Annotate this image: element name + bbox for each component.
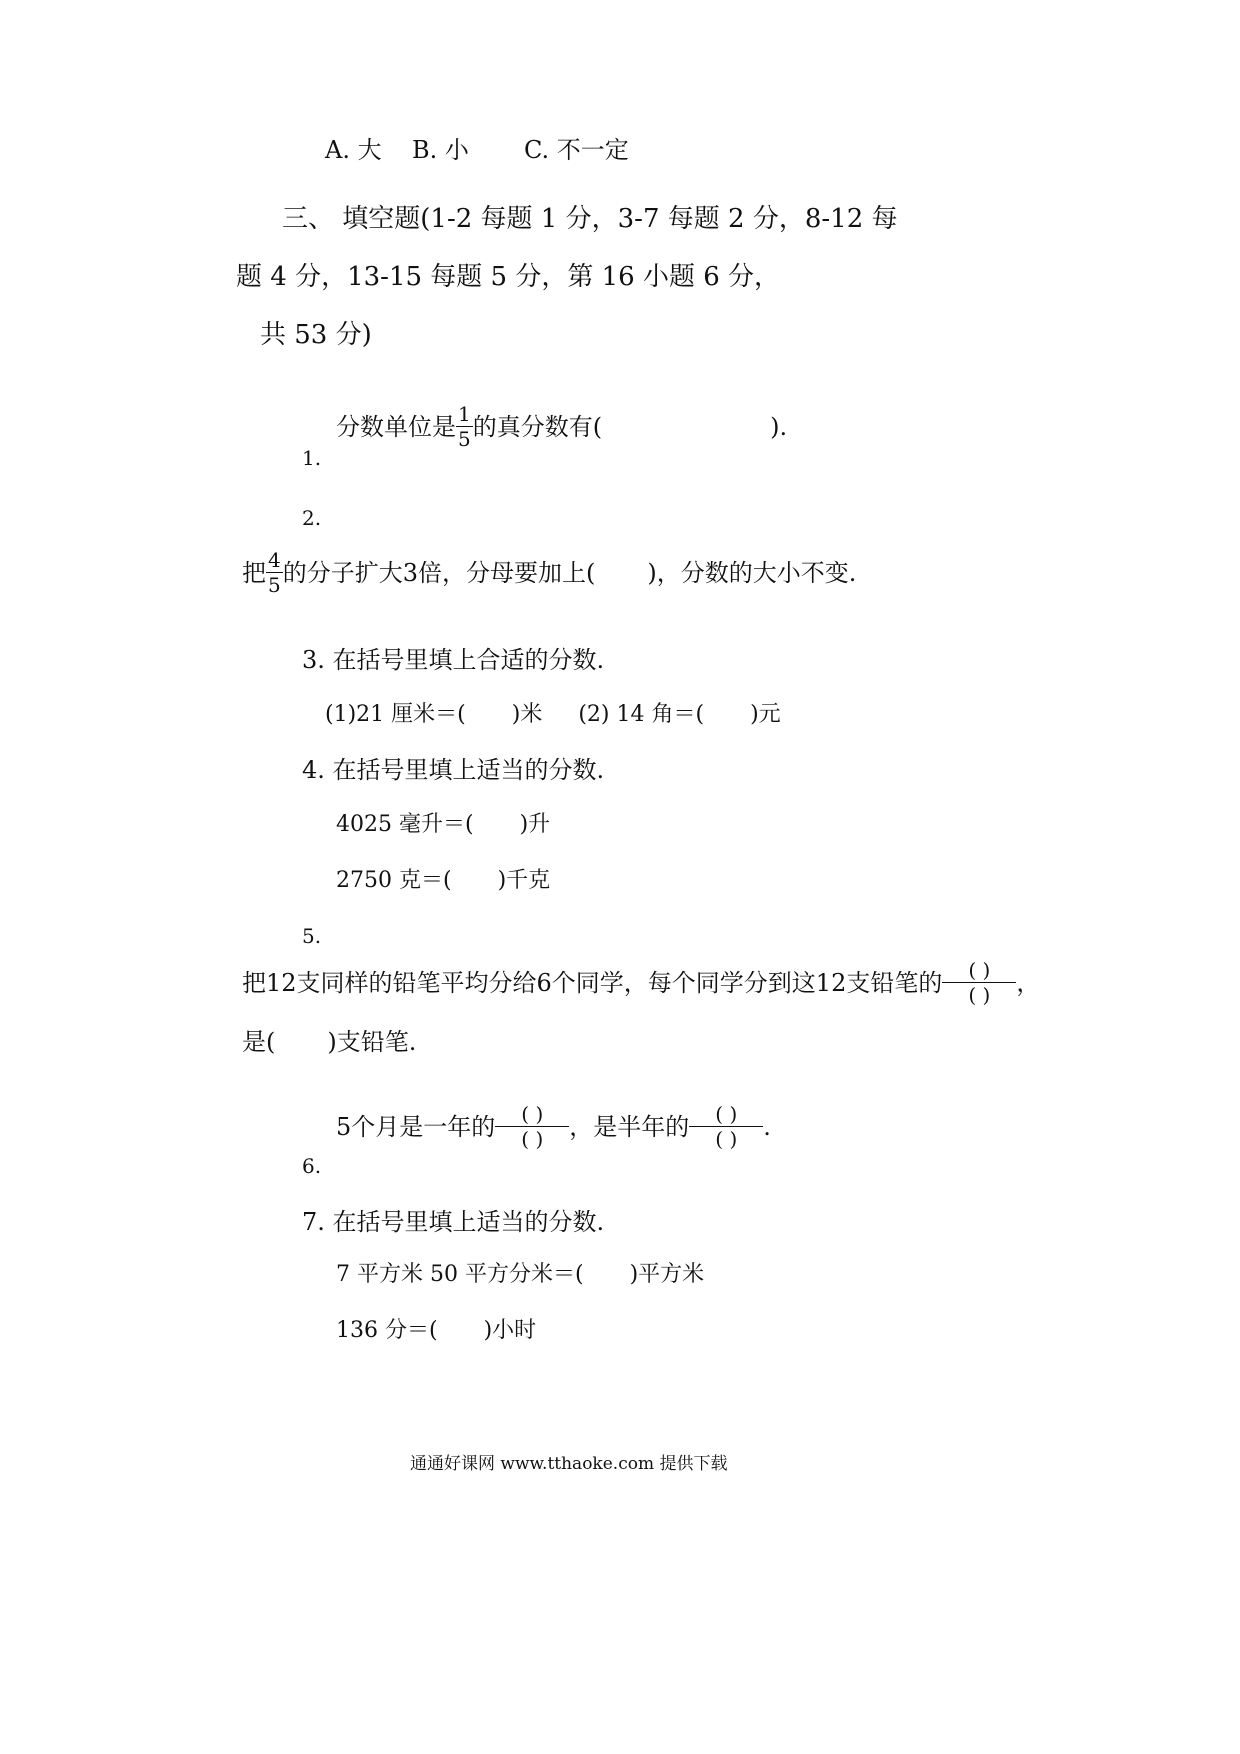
q4-title: 4. 在括号里填上适当的分数.	[302, 756, 605, 784]
q6-blank2-numerator: ( )	[715, 1102, 738, 1126]
q2-text-before: 把	[242, 559, 266, 587]
q3-part2-left: (2) 14 角＝(	[578, 702, 705, 727]
q1-number: 1.	[302, 446, 322, 470]
q3-part1-right: )米	[511, 702, 543, 727]
q5-line2-right: )支铅笔.	[327, 1028, 417, 1056]
q1-text	[336, 402, 788, 451]
section-heading-line-3: 共 53 分)	[260, 320, 372, 350]
q5-line-2	[242, 1030, 416, 1054]
q2-number: 2.	[302, 506, 322, 530]
q6-number: 6.	[302, 1154, 322, 1178]
q4-line1-right: )升	[519, 812, 551, 837]
q6-blank1-denominator: ( )	[521, 1127, 544, 1151]
q3-part1-left: (1)21 厘米＝(	[325, 702, 466, 727]
q4-line1-left: 4025 毫升＝(	[336, 812, 474, 837]
q3-title: 3. 在括号里填上合适的分数.	[302, 646, 605, 674]
q7-line2-left: 136 分＝(	[336, 1318, 438, 1343]
q2-text-middle: 的分子扩大3倍，分母要加上(	[282, 559, 596, 587]
q4-line-2	[336, 870, 550, 892]
q7-line-1	[336, 1264, 704, 1286]
q1-close: ).	[770, 413, 788, 441]
q7-line1-left: 7 平方米 50 平方分米＝(	[336, 1262, 584, 1287]
q6-text-b: ，是半年的	[569, 1113, 690, 1141]
q6-text-a: 5个月是一年的	[336, 1113, 496, 1141]
q5-number: 5.	[302, 924, 322, 948]
q6-text-c: .	[763, 1113, 771, 1141]
q3-part2-right: )元	[750, 702, 781, 727]
section-heading-line-2: 题 4 分，13-15 每题 5 分，第 16 小题 6 分，	[236, 262, 781, 292]
q5-text	[242, 958, 1041, 1007]
q6-blank1-numerator: ( )	[521, 1102, 544, 1126]
q1-fraction	[456, 404, 473, 449]
q6-blank-fraction-1	[495, 1104, 569, 1149]
section-heading-line-1: 三、 填空题(1-2 每题 1 分，3-7 每题 2 分，8-12 每	[282, 204, 898, 234]
q7-title: 7. 在括号里填上适当的分数.	[302, 1208, 605, 1236]
q5-blank-denominator: ( )	[968, 983, 991, 1007]
option-a: A. 大	[325, 136, 382, 164]
q2-fraction-numerator: 4	[268, 548, 281, 572]
q6-text	[336, 1102, 771, 1151]
q5-comma: ，	[1016, 969, 1041, 997]
q7-line1-right: )平方米	[629, 1262, 705, 1287]
option-c: C. 不一定	[524, 136, 629, 164]
q4-line2-left: 2750 克＝(	[336, 868, 452, 893]
q2-fraction-denominator: 5	[268, 573, 281, 597]
q2-text-after: )，分数的大小不变.	[647, 559, 857, 587]
option-b: B. 小	[412, 136, 469, 164]
q1-fraction-numerator: 1	[458, 402, 471, 426]
q1-fraction-denominator: 5	[458, 427, 471, 451]
q5-line2-left: 是(	[242, 1028, 276, 1056]
q6-blank2-denominator: ( )	[715, 1127, 738, 1151]
q2-fraction	[266, 550, 283, 595]
footer-credit: 通通好课网 www.tthaoke.com 提供下载	[410, 1454, 728, 1474]
q5-text-main: 把12支同样的铅笔平均分给6个同学，每个同学分到这12支铅笔的	[242, 969, 943, 997]
q7-line-2	[336, 1320, 536, 1342]
q2-text	[242, 548, 857, 597]
q3-parts	[325, 704, 781, 726]
q4-line2-right: )千克	[497, 868, 551, 893]
q6-blank-fraction-2	[689, 1104, 763, 1149]
q7-line2-right: )小时	[483, 1318, 537, 1343]
q5-blank-numerator: ( )	[968, 958, 991, 982]
q1-text-after: 的真分数有(	[472, 413, 603, 441]
q1-text-before: 分数单位是	[336, 413, 456, 441]
q5-blank-fraction	[942, 960, 1016, 1005]
q4-line-1	[336, 814, 550, 836]
